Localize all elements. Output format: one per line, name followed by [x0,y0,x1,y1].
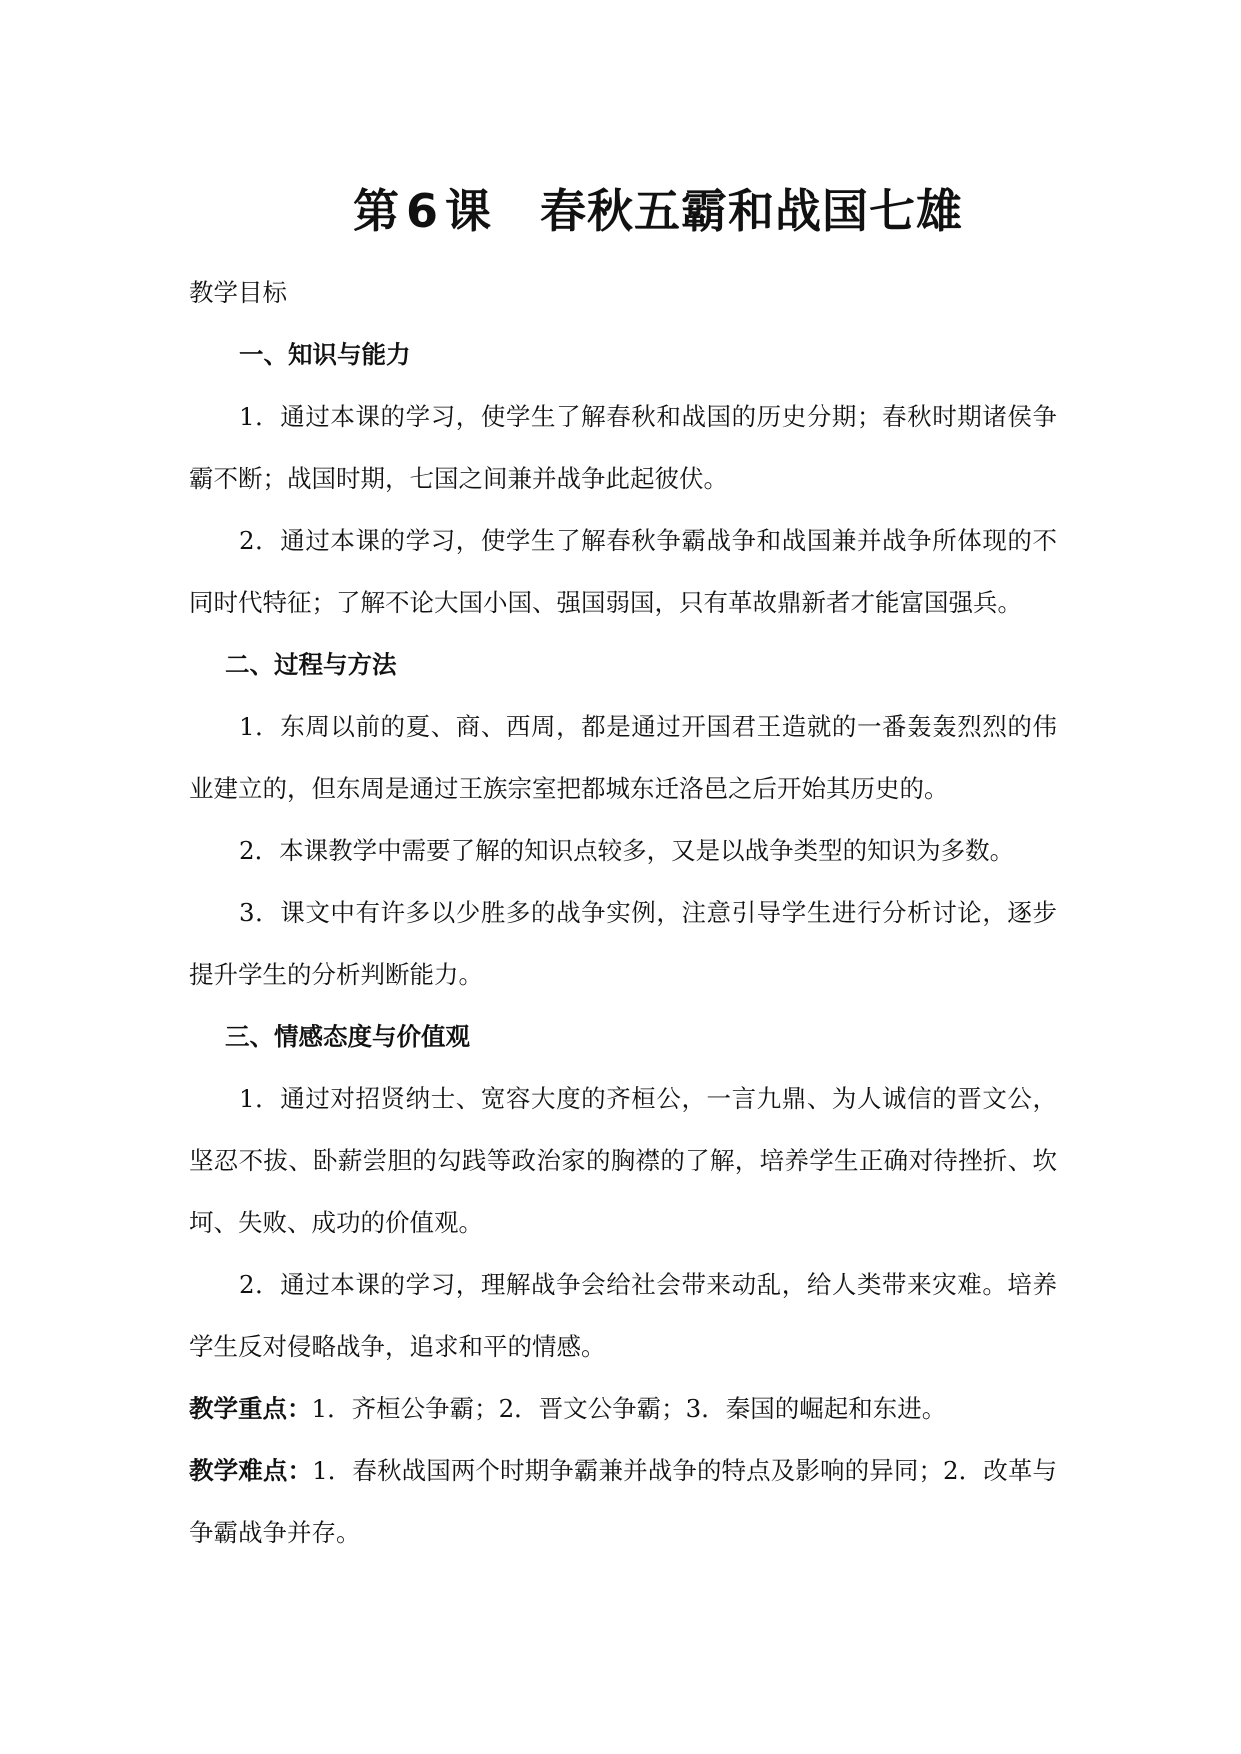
difficulties-label: 教学难点： [189,1456,313,1485]
title-name: 春秋五霸和战国七雄 [540,183,963,238]
paragraph: 2．通过本课的学习，理解战争会给社会带来动乱，给人类带来灾难。培养学生反对侵略战争，追求和平的情感。 [189,1270,1057,1361]
lesson-title [0,181,1241,241]
section-heading: 一、知识与能力 [239,340,411,369]
key-points [189,1378,1057,1440]
title-number: 6 [405,183,439,238]
key-points-label: 教学重点： [189,1394,312,1423]
paragraph: 1．通过对招贤纳士、宽容大度的齐桓公，一言九鼎、为人诚信的晋文公，坚忍不拔、卧薪尝胆的勾践等政治家的胸襟的了解，培养学生正确对待挫折、坎坷、失败、成功的价值观。 [189,1084,1057,1237]
section-heading: 三、情感态度与价值观 [225,1022,470,1051]
section-heading: 二、过程与方法 [225,650,397,679]
paragraph: 2．通过本课的学习，使学生了解春秋争霸战争和战国兼并战争所体现的不同时代特征；了解不论大国小国、强国弱国，只有革故鼎新者才能富国强兵。 [189,526,1057,617]
objectives-heading: 教学目标 [189,278,287,307]
title-word: 课 [445,183,492,238]
paragraph: 2．本课教学中需要了解的知识点较多，又是以战争类型的知识为多数。 [239,836,1015,865]
paragraph: 1．东周以前的夏、商、西周，都是通过开国君王造就的一番轰轰烈烈的伟业建立的，但东周是通过王族宗室把都城东迁洛邑之后开始其历史的。 [189,712,1057,803]
paragraph: 1．通过本课的学习，使学生了解春秋和战国的历史分期；春秋时期诸侯争霸不断；战国时期，七国之间兼并战争此起彼伏。 [189,402,1057,493]
key-points-text: 1．齐桓公争霸；2．晋文公争霸；3．秦国的崛起和东进。 [311,1394,947,1423]
document-body [189,262,1057,1564]
difficulties [189,1440,1057,1564]
title-prefix: 第 [352,183,400,238]
difficulties-text: 1．春秋战国两个时期争霸兼并战争的特点及影响的异同；2．改革与争霸战争并存。 [189,1456,1057,1547]
paragraph: 3．课文中有许多以少胜多的战争实例，注意引导学生进行分析讨论，逐步提升学生的分析判断能力。 [189,898,1057,989]
